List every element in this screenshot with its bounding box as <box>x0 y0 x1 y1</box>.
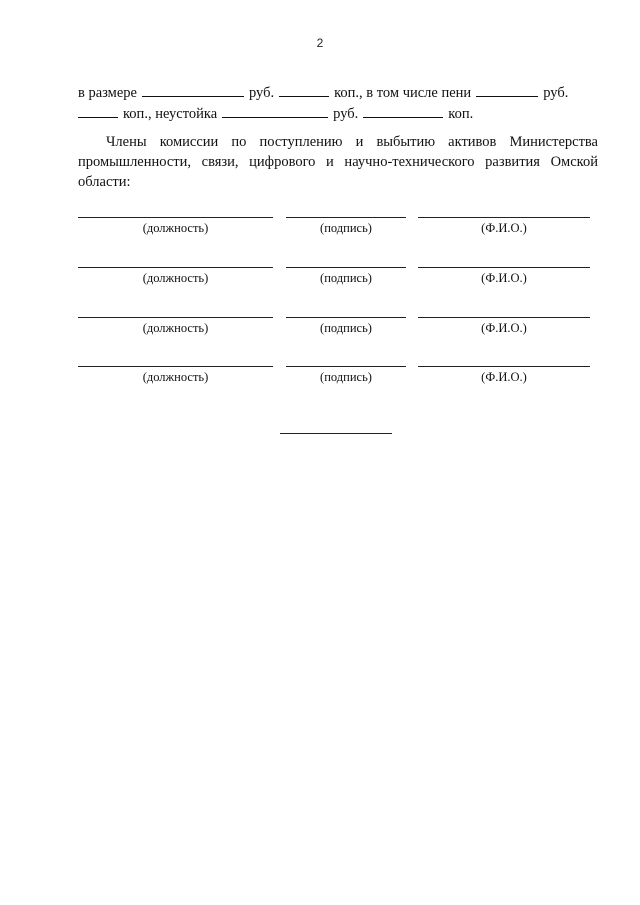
amount-kop-incl-label: коп., в том числе пени <box>334 85 472 101</box>
signature-caption: (подпись) <box>320 370 372 384</box>
position-caption: (должность) <box>142 321 209 335</box>
fio-line[interactable] <box>418 267 590 268</box>
forfeit-kop-label: коп. <box>448 106 474 122</box>
signature-line[interactable] <box>286 267 406 268</box>
closing-separator-line <box>280 433 392 434</box>
signature-caption: (подпись) <box>320 271 372 285</box>
amount-line-2 <box>78 103 598 124</box>
forfeit-label: коп., неустойка <box>123 106 218 122</box>
signature-line[interactable] <box>286 317 406 318</box>
signature-row <box>0 217 640 247</box>
signature-caption: (подпись) <box>320 321 372 335</box>
penalty-blank-rub[interactable] <box>476 82 538 97</box>
page-number: 2 <box>316 36 324 50</box>
penalty-blank-kop[interactable] <box>78 103 118 118</box>
forfeit-blank-rub[interactable] <box>222 103 328 118</box>
amount-block <box>78 82 598 124</box>
penalty-rub-label: руб. <box>543 85 569 101</box>
signature-row <box>0 366 640 396</box>
fio-line[interactable] <box>418 366 590 367</box>
fio-caption: (Ф.И.О.) <box>481 321 527 335</box>
signature-caption: (подпись) <box>320 221 372 235</box>
amount-rub-label: руб. <box>248 85 275 101</box>
members-paragraph: Члены комиссии по поступлению и выбытию активов Министерства промышленности, связи, цифрового и научно-технического развития Омской области: <box>78 134 598 190</box>
signature-row <box>0 267 640 297</box>
amount-blank-rub[interactable] <box>142 82 244 97</box>
amount-blank-kop[interactable] <box>279 82 329 97</box>
signature-line[interactable] <box>286 366 406 367</box>
signature-line[interactable] <box>286 217 406 218</box>
fio-line[interactable] <box>418 317 590 318</box>
position-caption: (должность) <box>142 221 209 235</box>
forfeit-blank-kop[interactable] <box>363 103 443 118</box>
position-line[interactable] <box>78 217 273 218</box>
position-line[interactable] <box>78 366 273 367</box>
position-line[interactable] <box>78 317 273 318</box>
fio-caption: (Ф.И.О.) <box>481 221 527 235</box>
position-caption: (должность) <box>142 370 209 384</box>
fio-caption: (Ф.И.О.) <box>481 271 527 285</box>
amount-line-1 <box>78 82 598 103</box>
signature-row <box>0 317 640 347</box>
forfeit-rub-label: руб. <box>333 106 359 122</box>
position-caption: (должность) <box>142 271 209 285</box>
fio-line[interactable] <box>418 217 590 218</box>
fio-caption: (Ф.И.О.) <box>481 370 527 384</box>
amount-prefix: в размере <box>78 85 137 101</box>
position-line[interactable] <box>78 267 273 268</box>
